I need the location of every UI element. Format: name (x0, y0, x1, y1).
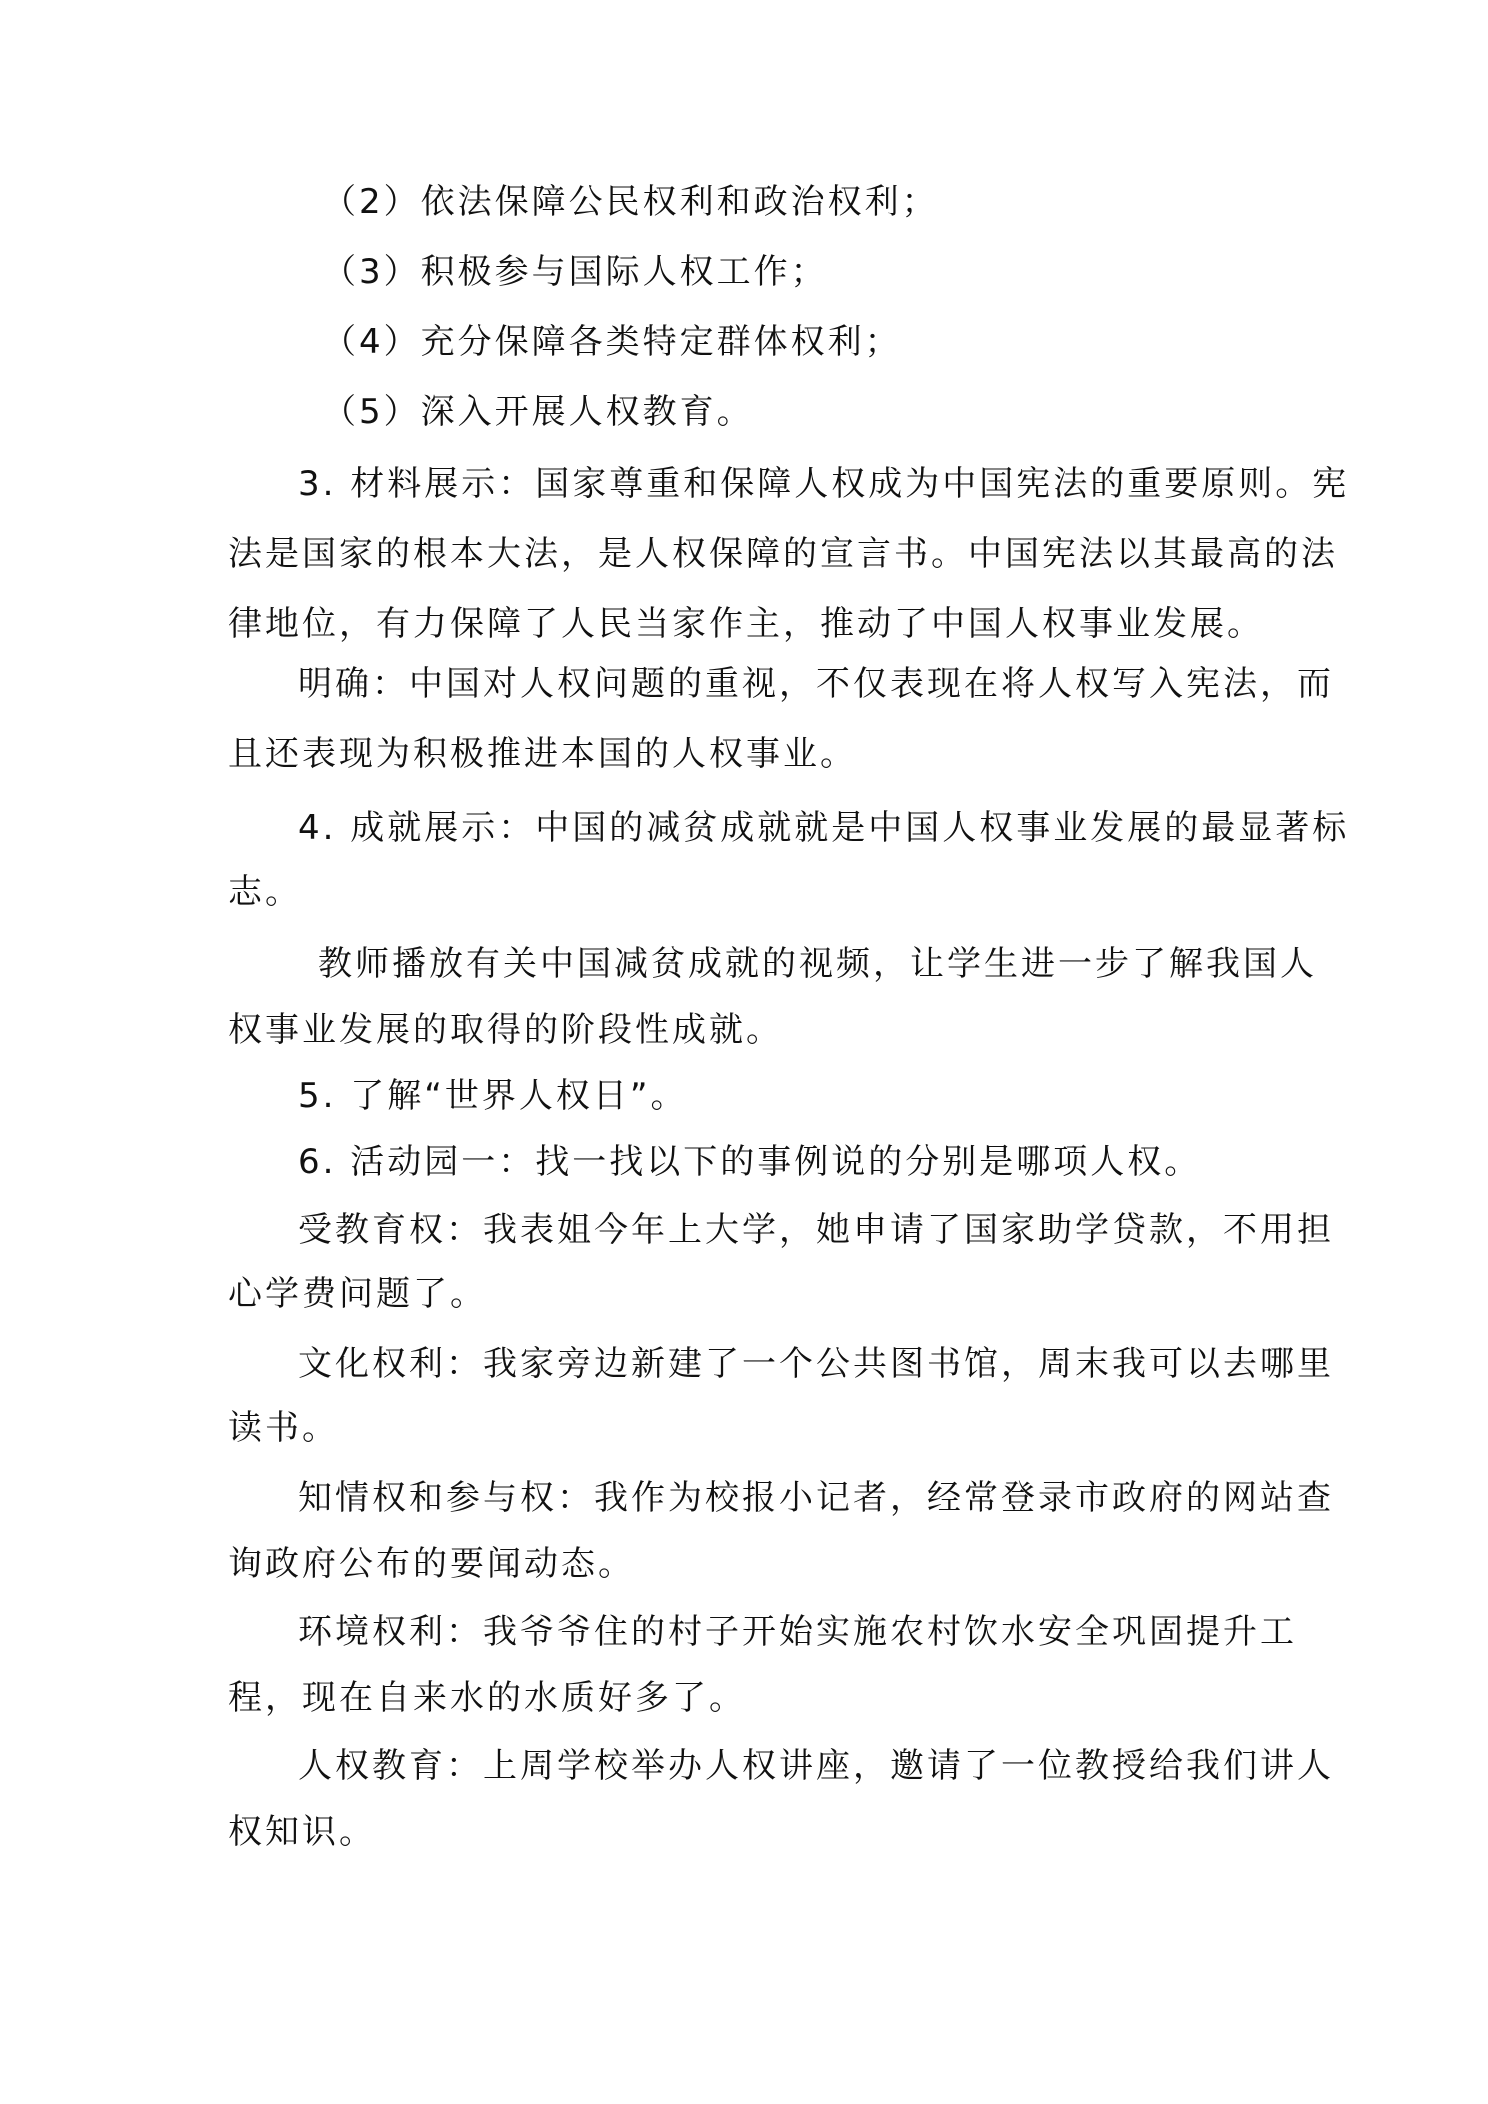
para6: 6. 活动园一：找一找以下的事例说的分别是哪项人权。 (298, 1142, 1202, 1182)
clarify-line1: 明确：中国对人权问题的重视，不仅表现在将人权写入宪法，而 (298, 664, 1334, 704)
example-education-line2: 心学费问题了。 (228, 1274, 487, 1314)
para3-line1: 3. 材料展示：国家尊重和保障人权成为中国宪法的重要原则。宪 (298, 464, 1350, 504)
para3-line2: 法是国家的根本大法，是人权保障的宣言书。中国宪法以其最高的法 (228, 534, 1338, 574)
example-participation-line1: 知情权和参与权：我作为校报小记者，经常登录市政府的网站查 (298, 1478, 1334, 1518)
example-education-line1: 受教育权：我表姐今年上大学，她申请了国家助学贷款，不用担 (298, 1210, 1334, 1250)
example-hr-education-line2: 权知识。 (228, 1812, 376, 1852)
example-environment-line2: 程，现在自来水的水质好多了。 (228, 1678, 746, 1718)
para4-line1: 4. 成就展示：中国的减贫成就就是中国人权事业发展的最显著标 (298, 808, 1350, 848)
example-culture-line2: 读书。 (228, 1408, 339, 1448)
para4-line2: 志。 (228, 872, 302, 912)
example-environment-line1: 环境权利：我爷爷住的村子开始实施农村饮水安全巩固提升工 (298, 1612, 1297, 1652)
teacher-line1: 教师播放有关中国减贫成就的视频，让学生进一步了解我国人 (318, 944, 1317, 984)
clarify-line2: 且还表现为积极推进本国的人权事业。 (228, 734, 857, 774)
para5: 5. 了解“世界人权日”。 (298, 1076, 688, 1116)
list-item-2: （2）依法保障公民权利和政治权利； (322, 182, 939, 222)
list-item-4: （4）充分保障各类特定群体权利； (322, 322, 902, 362)
list-item-5: （5）深入开展人权教育。 (322, 392, 754, 432)
example-participation-line2: 询政府公布的要闻动态。 (228, 1544, 635, 1584)
example-hr-education-line1: 人权教育：上周学校举办人权讲座，邀请了一位教授给我们讲人 (298, 1746, 1334, 1786)
list-item-3: （3）积极参与国际人权工作； (322, 252, 828, 292)
para3-line3: 律地位，有力保障了人民当家作主，推动了中国人权事业发展。 (228, 604, 1264, 644)
teacher-line2: 权事业发展的取得的阶段性成就。 (228, 1010, 783, 1050)
example-culture-line1: 文化权利：我家旁边新建了一个公共图书馆，周末我可以去哪里 (298, 1344, 1334, 1384)
